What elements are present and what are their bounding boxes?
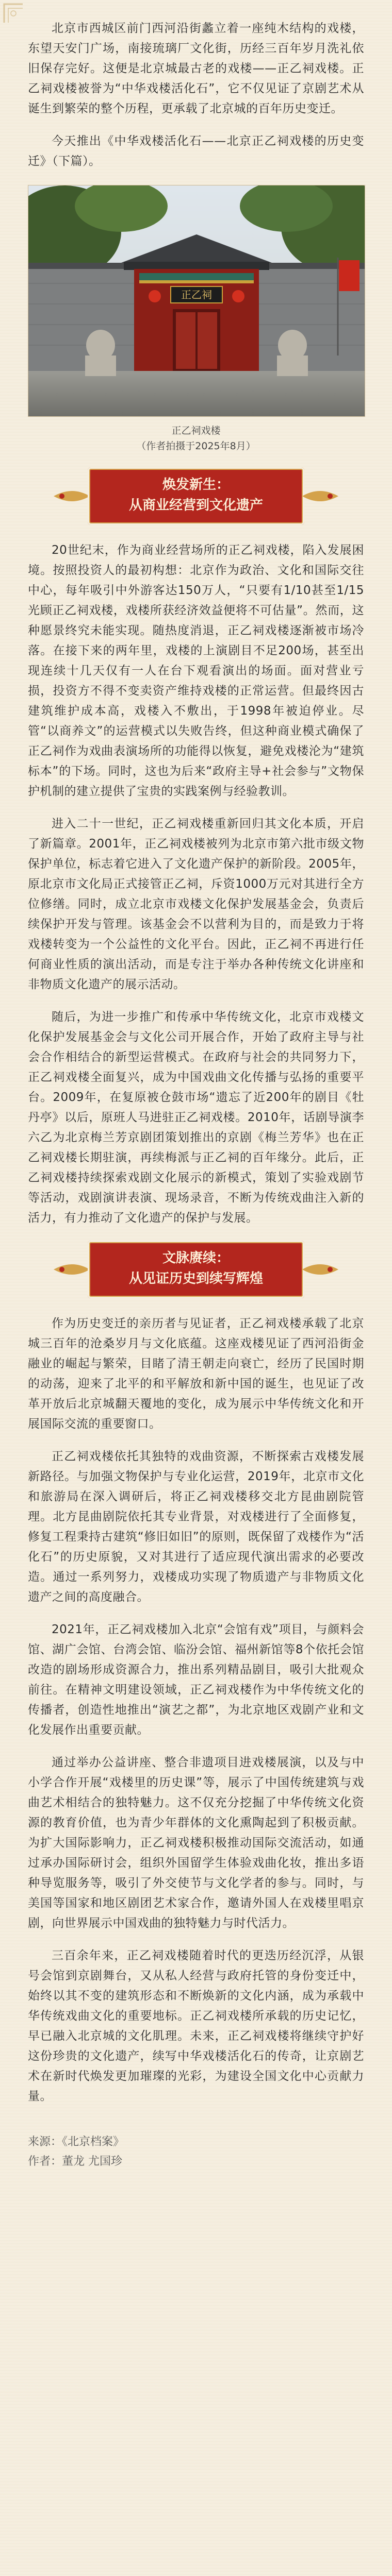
banner-ornament-icon xyxy=(302,1258,340,1281)
section-title-line1: 焕发新生： xyxy=(162,477,230,493)
theatre-photo xyxy=(28,185,365,417)
section-title-line2: 从见证历史到续写辉煌 xyxy=(128,1271,263,1286)
banner-ornament-icon xyxy=(52,1258,90,1281)
section-title-line2: 从商业经营到文化遗产 xyxy=(128,498,263,513)
section-title-line1: 文脉赓续： xyxy=(162,1250,230,1266)
section2-paragraph: 正乙祠戏楼依托其独特的戏曲资源，不断探索古戏楼发展新路径。与加强文物保护与专业化运营，2019年，北京市文化和旅游局在深入调研后，将正乙祠戏楼移交北方昆曲剧院管理。北方昆曲剧院依托其专业背景，对戏楼进行了全面修复，修复工程秉持古建筑“修旧如旧”的原则，既保留了戏楼作为“活化石”的历史原貌，又对其进行了适应现代演出需求的必要改造。通过一系列努力，戏楼成功实现了物质遗产与非物质文化遗产之间的高度融合。 xyxy=(28,1450,364,1604)
banner-ornament-icon xyxy=(52,485,90,507)
section1-paragraph: 随后，为进一步推广和传承中华传统文化，北京市戏楼文化保护发展基金会与文化公司开展合作，开始了政府主导与社会合作相结合的新型运营模式。在政府与社会的共同努力下，正乙祠戏楼全面复兴，成为中国戏曲文化传播与弘扬的重要平台。2009年，在复原被仓鼓市场“遗忘了近200年的剧目《牡丹亭》以后，原班人马进驻正乙祠戏楼。2010年，话剧导演李六乙为北京梅兰芳京剧团策划推出的京剧《梅兰芳华》也在正乙祠戏楼长期驻演，再续梅派与正乙祠的百年缘分。此后，正乙祠戏楼持续探索戏剧文化展示的新模式，策划了实验戏剧节等活动，戏剧演讲表演、现场录音，不断为传统戏曲注入新的活力，有力推动了文化遗产的保护与发展。 xyxy=(28,1010,364,1225)
section1-paragraph: 进入二十一世纪，正乙祠戏楼重新回归其文化本质，开启了新篇章。2001年，正乙祠戏楼被列为北京市第六批市级文物保护单位，标志着它进入了文化遗产保护的新阶段。2005年，原北京市文化局正式接管正乙祠，斥资1000万元对其进行全方位修缮。同时，成立北京市戏楼文化保护发展基金会，负责后续保护开发与管理。该基金会不以营利为目的，而是致力于将戏楼转变为一个公益性的文化平台。因此，正乙祠不再进行任何商业性质的演出活动，而是专注于举办各种传统文化讲座和非物质文化遗产的展示活动。 xyxy=(28,817,364,991)
section2-paragraph: 2021年，正乙祠戏楼加入北京“会馆有戏”项目，与颜料会馆、湖广会馆、台湾会馆、临汾会馆、福州新馆等8个依托会馆改造的剧场形成资源合力，推出系列精品剧目，吸引大批观众前往。在精神文明建设领域，正乙祠戏楼作为中华传统文化的传播者，创造性地推出“演艺之都”，为北京地区戏剧产业和文化发展作出重要贡献。 xyxy=(28,1623,364,1737)
caption-credit: （作者拍摄于2025年8月） xyxy=(136,440,256,452)
section-banner-2 xyxy=(52,1241,340,1298)
section2-paragraph: 作为历史变迁的亲历者与见证者，正乙祠戏楼承载了北京城三百年的沧桑岁月与文化底蕴。这座戏楼见证了西河沿街金融业的崛起与繁荣，目睹了清王朝走向衰亡，经历了民国时期的动荡，迎来了北平的和平解放和新中国的诞生，也见证了改革开放后北京城翻天覆地的变化，成为展示中华传统文化和开展国际交流的重要窗口。 xyxy=(28,1317,364,1431)
author-line: 作者：董龙 尤国珍 xyxy=(28,2155,122,2168)
source-block xyxy=(28,2132,364,2172)
section1-paragraph: 20世纪末，作为商业经营场所的正乙祠戏楼，陷入发展困境。按照投资人的最初构想：北京作为政治、文化和国际交往中心，每年吸引中外游客达150万人，“只要有1/10甚至1/15光顾正乙祠戏楼，戏楼所获经济效益便将不可估量”。然而，这种愿景终究未能实现。随热度消退，正乙祠戏楼逐渐被市场冷落。在接下来的两年里，戏楼的上演剧目不足200场，甚至出现连续十几天仅有一人在台下观看演出的场面。面对营业亏损，投资方不得不变卖资产维持戏楼的正常运营。但最终因古建筑维护成本高，戏楼入不敷出，于1998年被迫停业。尽管“以商养文”的运营模式以失败告终，但这种商业模式确保了正乙祠作为戏曲表演场所的功能得以恢复，避免戏楼沦为“建筑标本”的下场。同时，这也为后来“政府主导+社会参与”文物保护机制的建立提供了宝贵的实践案例与经验教训。 xyxy=(28,544,364,798)
source-line: 来源：《北京档案》 xyxy=(28,2136,125,2148)
banner-ornament-icon xyxy=(302,485,340,507)
section-banner-1 xyxy=(52,467,340,525)
section2-paragraph: 通过举办公益讲座、整合非遗项目进戏楼展演，以及与中小学合作开展“戏楼里的历史课”等，展示了中国传统建筑与戏曲艺术相结合的独特魅力。这不仅充分挖掘了中华传统文化资源的教育价值，也为青少年群体的文化熏陶起到了积极贡献。为扩大国际影响力，正乙祠戏楼积极推动国际交流活动，如通过承办国际研讨会，组织外国留学生体验戏曲化妆，推出多语种导览服务等，吸引了外交使节与文化学者的参与。同时，与美国等国家和地区剧团艺术家合作，邀请外国人在戏楼里唱京剧，向世界展示中国戏曲的独特魅力与时代活力。 xyxy=(28,1756,364,1930)
article-body xyxy=(28,19,364,2172)
intro-paragraph: 北京市西城区前门西河沿街蠡立着一座纯木结构的戏楼，东望天安门广场，南接琉璃厂文化街，历经三百年岁月洗礼依旧保存完好。这便是北京城最古老的戏楼——正乙祠戏楼。正乙祠戏楼被誉为“中华戏楼活化石”，它不仅见证了京剧艺术从诞生到繁荣的整个历程，更承载了北京城的百年历史变迁。 xyxy=(28,22,364,115)
theatre-gate-image xyxy=(28,185,365,416)
photo-caption xyxy=(28,423,364,454)
caption-title: 正乙祠戏楼 xyxy=(171,425,221,436)
gate-plaque-text: 正乙祠 xyxy=(181,289,212,301)
section2-paragraph: 三百余年来，正乙祠戏楼随着时代的更迭历经沉浮，从银号会馆到京剧舞台，又从私人经营与政府托管的身份变迁中，始终以其不变的建筑形态和不断焕新的文化内涵，成为承载中华传统戏曲文化的重要地标。正乙祠戏楼所承载的历史记忆，早已融入北京城的文化肌理。未来，正乙祠戏楼将继续守护好这份珍贵的文化遗产，续写中华戏楼活化石的传奇，让京剧艺术在新时代焕发更加璀璨的光彩，为建设全国文化中心贡献力量。 xyxy=(28,1949,364,2103)
intro-paragraph: 今天推出《中华戏楼活化石——北京正乙祠戏楼的历史变迁》（下篇）。 xyxy=(28,134,364,168)
